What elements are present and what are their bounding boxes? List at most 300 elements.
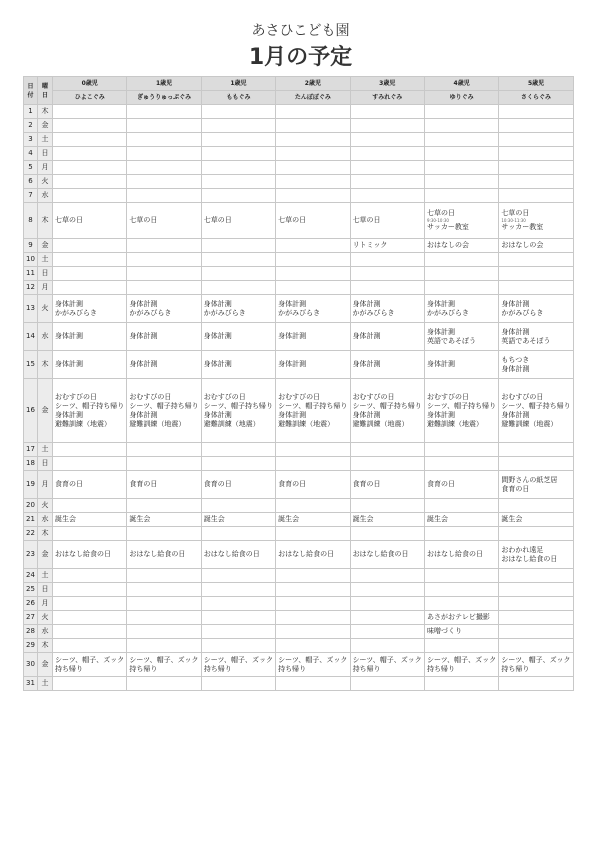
event-cell xyxy=(276,639,350,653)
event-cell xyxy=(276,119,350,133)
table-row xyxy=(24,653,574,677)
event-cell xyxy=(276,105,350,119)
event-cell xyxy=(350,253,424,267)
event-cell xyxy=(350,443,424,457)
event-cell xyxy=(424,119,498,133)
weekday-cell: 火 xyxy=(38,499,53,513)
event-cell xyxy=(53,133,127,147)
event-cell xyxy=(201,147,275,161)
event-cell: 七草の日 xyxy=(127,203,201,239)
day-number-cell: 20 xyxy=(24,499,38,513)
event-cell: 身体計測 かがみびらき xyxy=(499,295,573,323)
event-cell xyxy=(276,189,350,203)
event-cell xyxy=(201,161,275,175)
event-cell xyxy=(53,457,127,471)
table-row xyxy=(24,379,574,443)
day-number-cell: 3 xyxy=(24,133,38,147)
table-row xyxy=(24,253,574,267)
day-number-cell: 16 xyxy=(24,379,38,443)
event-cell: 身体計測 xyxy=(201,323,275,351)
day-number-cell: 31 xyxy=(24,677,38,691)
event-cell xyxy=(276,457,350,471)
event-cell xyxy=(53,281,127,295)
weekday-cell: 火 xyxy=(38,175,53,189)
event-cell xyxy=(201,105,275,119)
event-cell: おむすびの日 シーツ、帽子持ち帰り 身体計測 避難訓練（地震） xyxy=(127,379,201,443)
event-cell xyxy=(127,457,201,471)
day-number-cell: 11 xyxy=(24,267,38,281)
event-cell xyxy=(424,253,498,267)
event-cell: おはなし給食の日 xyxy=(350,541,424,569)
event-cell xyxy=(201,569,275,583)
table-row xyxy=(24,161,574,175)
table-row xyxy=(24,499,574,513)
event-cell: 誕生会 xyxy=(127,513,201,527)
event-cell xyxy=(350,267,424,281)
event-cell xyxy=(53,147,127,161)
event-time-note: 9:30-10:30 xyxy=(426,218,449,223)
event-cell xyxy=(127,239,201,253)
event-cell xyxy=(276,267,350,281)
event-cell: 誕生会 xyxy=(201,513,275,527)
event-cell: 身体計測 かがみびらき xyxy=(53,295,127,323)
event-cell xyxy=(201,281,275,295)
event-cell xyxy=(127,527,201,541)
table-row xyxy=(24,239,574,253)
event-cell xyxy=(424,527,498,541)
event-cell xyxy=(499,639,573,653)
event-cell xyxy=(201,625,275,639)
event-cell xyxy=(424,161,498,175)
school-name: あさひこども園 xyxy=(251,23,350,39)
event-cell xyxy=(350,189,424,203)
day-number-cell: 10 xyxy=(24,253,38,267)
table-body xyxy=(24,105,574,691)
event-cell xyxy=(127,119,201,133)
event-cell xyxy=(127,133,201,147)
event-cell xyxy=(53,105,127,119)
event-cell: おはなし給食の日 xyxy=(276,541,350,569)
weekday-cell: 金 xyxy=(38,379,53,443)
event-cell xyxy=(127,499,201,513)
event-cell: 身体計測 xyxy=(276,351,350,379)
event-cell xyxy=(350,639,424,653)
weekday-cell: 日 xyxy=(38,583,53,597)
event-cell xyxy=(276,569,350,583)
weekday-cell: 月 xyxy=(38,161,53,175)
event-cell xyxy=(201,527,275,541)
event-cell xyxy=(53,569,127,583)
event-cell xyxy=(127,105,201,119)
event-cell xyxy=(424,457,498,471)
table-row xyxy=(24,351,574,379)
table-row xyxy=(24,119,574,133)
event-cell: おむすびの日 シーツ、帽子持ち帰り 身体計測 避難訓練（地震） xyxy=(350,379,424,443)
class-name-header: たんぽぽぐみ xyxy=(276,91,350,105)
event-cell: 食育の日 xyxy=(350,471,424,499)
table-row xyxy=(24,443,574,457)
table-row xyxy=(24,457,574,471)
event-cell: 身体計測 xyxy=(53,351,127,379)
event-cell xyxy=(276,677,350,691)
event-cell xyxy=(276,147,350,161)
day-number-cell: 8 xyxy=(24,203,38,239)
weekday-cell: 木 xyxy=(38,527,53,541)
table-row xyxy=(24,583,574,597)
day-number-cell: 30 xyxy=(24,653,38,677)
day-number-cell: 6 xyxy=(24,175,38,189)
event-cell xyxy=(424,267,498,281)
table-row xyxy=(24,281,574,295)
event-cell xyxy=(53,189,127,203)
class-age-header: 5歳児 xyxy=(499,77,573,91)
event-cell xyxy=(53,161,127,175)
event-cell: 身体計測 xyxy=(276,323,350,351)
event-cell xyxy=(350,597,424,611)
event-cell: 身体計測 xyxy=(53,323,127,351)
event-cell: おむすびの日 シーツ、帽子持ち帰り 身体計測 避難訓練（地震） xyxy=(276,379,350,443)
event-cell xyxy=(350,105,424,119)
event-cell xyxy=(499,281,573,295)
event-cell: シーツ、帽子、ズック持ち帰り xyxy=(201,653,275,677)
event-cell xyxy=(201,253,275,267)
event-cell xyxy=(53,119,127,133)
weekday-cell: 土 xyxy=(38,253,53,267)
event-cell xyxy=(276,239,350,253)
event-cell xyxy=(424,677,498,691)
event-cell: おむすびの日 シーツ、帽子持ち帰り 身体計測 避難訓練（地震） xyxy=(424,379,498,443)
event-cell: シーツ、帽子、ズック持ち帰り xyxy=(127,653,201,677)
day-number-cell: 29 xyxy=(24,639,38,653)
event-cell xyxy=(424,175,498,189)
event-cell xyxy=(201,175,275,189)
event-cell xyxy=(276,281,350,295)
event-cell xyxy=(127,639,201,653)
event-cell xyxy=(53,677,127,691)
weekday-cell: 金 xyxy=(38,239,53,253)
event-cell xyxy=(276,611,350,625)
event-cell: 身体計測 かがみびらき xyxy=(201,295,275,323)
event-cell xyxy=(201,133,275,147)
day-number-cell: 22 xyxy=(24,527,38,541)
event-cell xyxy=(276,527,350,541)
event-cell: シーツ、帽子、ズック持ち帰り xyxy=(424,653,498,677)
event-cell: おはなし給食の日 xyxy=(424,541,498,569)
event-cell xyxy=(350,161,424,175)
day-number-cell: 23 xyxy=(24,541,38,569)
day-number-cell: 25 xyxy=(24,583,38,597)
event-cell: 身体計測 英語であそぼう xyxy=(499,323,573,351)
event-cell: 誕生会 xyxy=(350,513,424,527)
table-row xyxy=(24,323,574,351)
table-row xyxy=(24,677,574,691)
day-number-cell: 13 xyxy=(24,295,38,323)
weekday-cell: 木 xyxy=(38,203,53,239)
weekday-cell: 金 xyxy=(38,119,53,133)
event-cell xyxy=(499,161,573,175)
event-cell xyxy=(499,611,573,625)
event-cell xyxy=(276,443,350,457)
weekday-cell: 月 xyxy=(38,281,53,295)
day-number-cell: 18 xyxy=(24,457,38,471)
class-name-header: ぎゅうりゅっぷぐみ xyxy=(127,91,201,105)
weekday-cell: 水 xyxy=(38,323,53,351)
day-number-cell: 21 xyxy=(24,513,38,527)
event-cell xyxy=(424,499,498,513)
event-cell xyxy=(127,443,201,457)
weekday-cell: 水 xyxy=(38,513,53,527)
event-cell xyxy=(350,583,424,597)
event-cell xyxy=(499,147,573,161)
event-cell: 身体計測 xyxy=(127,323,201,351)
event-cell: シーツ、帽子、ズック持ち帰り xyxy=(276,653,350,677)
event-cell xyxy=(53,239,127,253)
event-cell xyxy=(499,677,573,691)
event-cell: おわかれ遠足 おはなし給食の日 xyxy=(499,541,573,569)
table-row xyxy=(24,541,574,569)
event-cell: 誕生会 xyxy=(53,513,127,527)
day-number-cell: 15 xyxy=(24,351,38,379)
event-cell xyxy=(53,443,127,457)
table-row xyxy=(24,639,574,653)
event-cell: 誕生会 xyxy=(424,513,498,527)
weekday-cell: 木 xyxy=(38,105,53,119)
event-cell: おむすびの日 シーツ、帽子持ち帰り 身体計測 避難訓練（地震） xyxy=(53,379,127,443)
event-cell xyxy=(127,253,201,267)
event-cell xyxy=(499,105,573,119)
class-age-header: 1歳児 xyxy=(201,77,275,91)
event-cell xyxy=(53,527,127,541)
table-row xyxy=(24,133,574,147)
event-cell: 七草の日 xyxy=(53,203,127,239)
event-cell xyxy=(53,253,127,267)
event-cell xyxy=(424,189,498,203)
event-cell xyxy=(127,147,201,161)
event-cell xyxy=(53,175,127,189)
event-cell: 身体計測 かがみびらき xyxy=(350,295,424,323)
event-cell xyxy=(201,189,275,203)
event-cell xyxy=(276,583,350,597)
event-cell: 間野さんの紙芝居 食育の日 xyxy=(499,471,573,499)
event-cell xyxy=(276,625,350,639)
event-cell xyxy=(499,133,573,147)
weekday-cell: 日 xyxy=(38,457,53,471)
weekday-cell: 土 xyxy=(38,569,53,583)
event-cell: おむすびの日 シーツ、帽子持ち帰り 身体計測 避難訓練（地震） xyxy=(201,379,275,443)
event-cell xyxy=(424,105,498,119)
day-number-cell: 7 xyxy=(24,189,38,203)
event-cell xyxy=(127,597,201,611)
day-number-cell: 27 xyxy=(24,611,38,625)
event-cell xyxy=(53,499,127,513)
event-cell xyxy=(276,175,350,189)
day-column-header: 日付 xyxy=(24,77,38,105)
event-cell: 食育の日 xyxy=(276,471,350,499)
event-cell xyxy=(201,677,275,691)
event-cell: 食育の日 xyxy=(127,471,201,499)
class-name-header: さくらぐみ xyxy=(499,91,573,105)
class-age-header: 1歳児 xyxy=(127,77,201,91)
weekday-cell: 月 xyxy=(38,471,53,499)
weekday-cell: 水 xyxy=(38,625,53,639)
table-row xyxy=(24,175,574,189)
event-cell: おむすびの日 シーツ、帽子持ち帰り 身体計測 避難訓練（地震） xyxy=(499,379,573,443)
event-cell xyxy=(350,175,424,189)
event-cell xyxy=(499,175,573,189)
event-cell: もちつき 身体計測 xyxy=(499,351,573,379)
event-cell xyxy=(350,527,424,541)
event-cell: 身体計測 英語であそぼう xyxy=(424,323,498,351)
event-cell: 七草の日 xyxy=(350,203,424,239)
day-number-cell: 17 xyxy=(24,443,38,457)
weekday-cell: 日 xyxy=(38,267,53,281)
table-row xyxy=(24,611,574,625)
event-cell: 誕生会 xyxy=(276,513,350,527)
schedule-table xyxy=(23,76,574,691)
weekday-cell: 月 xyxy=(38,597,53,611)
event-cell xyxy=(201,457,275,471)
weekday-cell: 土 xyxy=(38,677,53,691)
weekday-cell: 土 xyxy=(38,443,53,457)
table-row xyxy=(24,147,574,161)
event-cell xyxy=(350,611,424,625)
class-name-header: ももぐみ xyxy=(201,91,275,105)
table-row xyxy=(24,513,574,527)
event-cell: 身体計測 xyxy=(350,323,424,351)
event-cell xyxy=(201,639,275,653)
event-cell xyxy=(276,597,350,611)
table-row xyxy=(24,105,574,119)
event-cell xyxy=(499,189,573,203)
event-cell xyxy=(127,583,201,597)
event-cell xyxy=(499,597,573,611)
event-cell: おはなしの会 xyxy=(424,239,498,253)
event-cell xyxy=(424,133,498,147)
event-cell xyxy=(424,443,498,457)
weekday-cell: 土 xyxy=(38,133,53,147)
event-cell xyxy=(424,147,498,161)
event-cell xyxy=(201,583,275,597)
event-cell xyxy=(424,583,498,597)
event-cell xyxy=(127,677,201,691)
event-cell: 身体計測 xyxy=(350,351,424,379)
weekday-column-header: 曜日 xyxy=(38,77,53,105)
event-cell xyxy=(276,253,350,267)
day-number-cell: 24 xyxy=(24,569,38,583)
event-cell xyxy=(127,281,201,295)
table-row xyxy=(24,189,574,203)
event-cell xyxy=(350,499,424,513)
weekday-cell: 木 xyxy=(38,351,53,379)
page-title: 1月の予定 xyxy=(248,45,353,70)
event-cell: 誕生会 xyxy=(499,513,573,527)
day-number-cell: 12 xyxy=(24,281,38,295)
event-cell xyxy=(350,569,424,583)
event-cell xyxy=(499,267,573,281)
event-cell: おはなしの会 xyxy=(499,239,573,253)
event-cell xyxy=(127,267,201,281)
event-cell: 七草の日 10:30-11:30 サッカー教室 xyxy=(499,203,573,239)
event-cell: シーツ、帽子、ズック持ち帰り xyxy=(53,653,127,677)
event-cell: 食育の日 xyxy=(53,471,127,499)
day-number-cell: 1 xyxy=(24,105,38,119)
day-number-cell: 26 xyxy=(24,597,38,611)
table-header xyxy=(24,77,574,105)
event-cell: 七草の日 xyxy=(201,203,275,239)
event-cell: シーツ、帽子、ズック持ち帰り xyxy=(499,653,573,677)
event-cell xyxy=(201,239,275,253)
event-cell: 七草の日 9:30-10:30 サッカー教室 xyxy=(424,203,498,239)
event-cell: 身体計測 xyxy=(424,351,498,379)
weekday-cell: 火 xyxy=(38,295,53,323)
event-cell xyxy=(424,281,498,295)
event-cell xyxy=(53,611,127,625)
day-number-cell: 9 xyxy=(24,239,38,253)
class-name-header: ゆりぐみ xyxy=(424,91,498,105)
event-cell xyxy=(53,597,127,611)
event-cell xyxy=(350,119,424,133)
event-cell xyxy=(53,267,127,281)
event-cell: 身体計測 xyxy=(127,351,201,379)
event-cell: 食育の日 xyxy=(201,471,275,499)
weekday-cell: 木 xyxy=(38,639,53,653)
event-cell xyxy=(350,677,424,691)
day-number-cell: 4 xyxy=(24,147,38,161)
event-cell xyxy=(201,267,275,281)
event-cell: 身体計測 xyxy=(201,351,275,379)
event-cell xyxy=(350,457,424,471)
event-cell: おはなし給食の日 xyxy=(201,541,275,569)
class-age-header: 4歳児 xyxy=(424,77,498,91)
event-cell xyxy=(201,443,275,457)
event-time-note: 10:30-11:30 xyxy=(501,218,526,223)
table-row xyxy=(24,295,574,323)
event-cell xyxy=(276,161,350,175)
event-cell xyxy=(53,639,127,653)
event-cell: 七草の日 xyxy=(276,203,350,239)
event-cell: おはなし給食の日 xyxy=(127,541,201,569)
event-cell: 身体計測 かがみびらき xyxy=(276,295,350,323)
event-cell xyxy=(201,611,275,625)
event-cell xyxy=(499,457,573,471)
event-cell xyxy=(499,583,573,597)
day-number-cell: 2 xyxy=(24,119,38,133)
event-cell xyxy=(53,625,127,639)
event-cell xyxy=(276,499,350,513)
event-cell: おはなし給食の日 xyxy=(53,541,127,569)
class-age-header: 2歳児 xyxy=(276,77,350,91)
event-cell: 身体計測 かがみびらき xyxy=(127,295,201,323)
event-cell xyxy=(499,569,573,583)
event-cell xyxy=(127,175,201,189)
event-cell xyxy=(350,147,424,161)
event-cell xyxy=(499,253,573,267)
event-cell xyxy=(499,625,573,639)
event-cell: 食育の日 xyxy=(424,471,498,499)
event-cell xyxy=(424,569,498,583)
class-age-header: 3歳児 xyxy=(350,77,424,91)
class-age-header: 0歳児 xyxy=(53,77,127,91)
day-number-cell: 28 xyxy=(24,625,38,639)
event-cell xyxy=(499,443,573,457)
event-cell xyxy=(350,281,424,295)
table-row xyxy=(24,569,574,583)
table-row xyxy=(24,597,574,611)
event-cell xyxy=(127,569,201,583)
event-cell xyxy=(127,625,201,639)
weekday-cell: 火 xyxy=(38,611,53,625)
event-cell: シーツ、帽子、ズック持ち帰り xyxy=(350,653,424,677)
